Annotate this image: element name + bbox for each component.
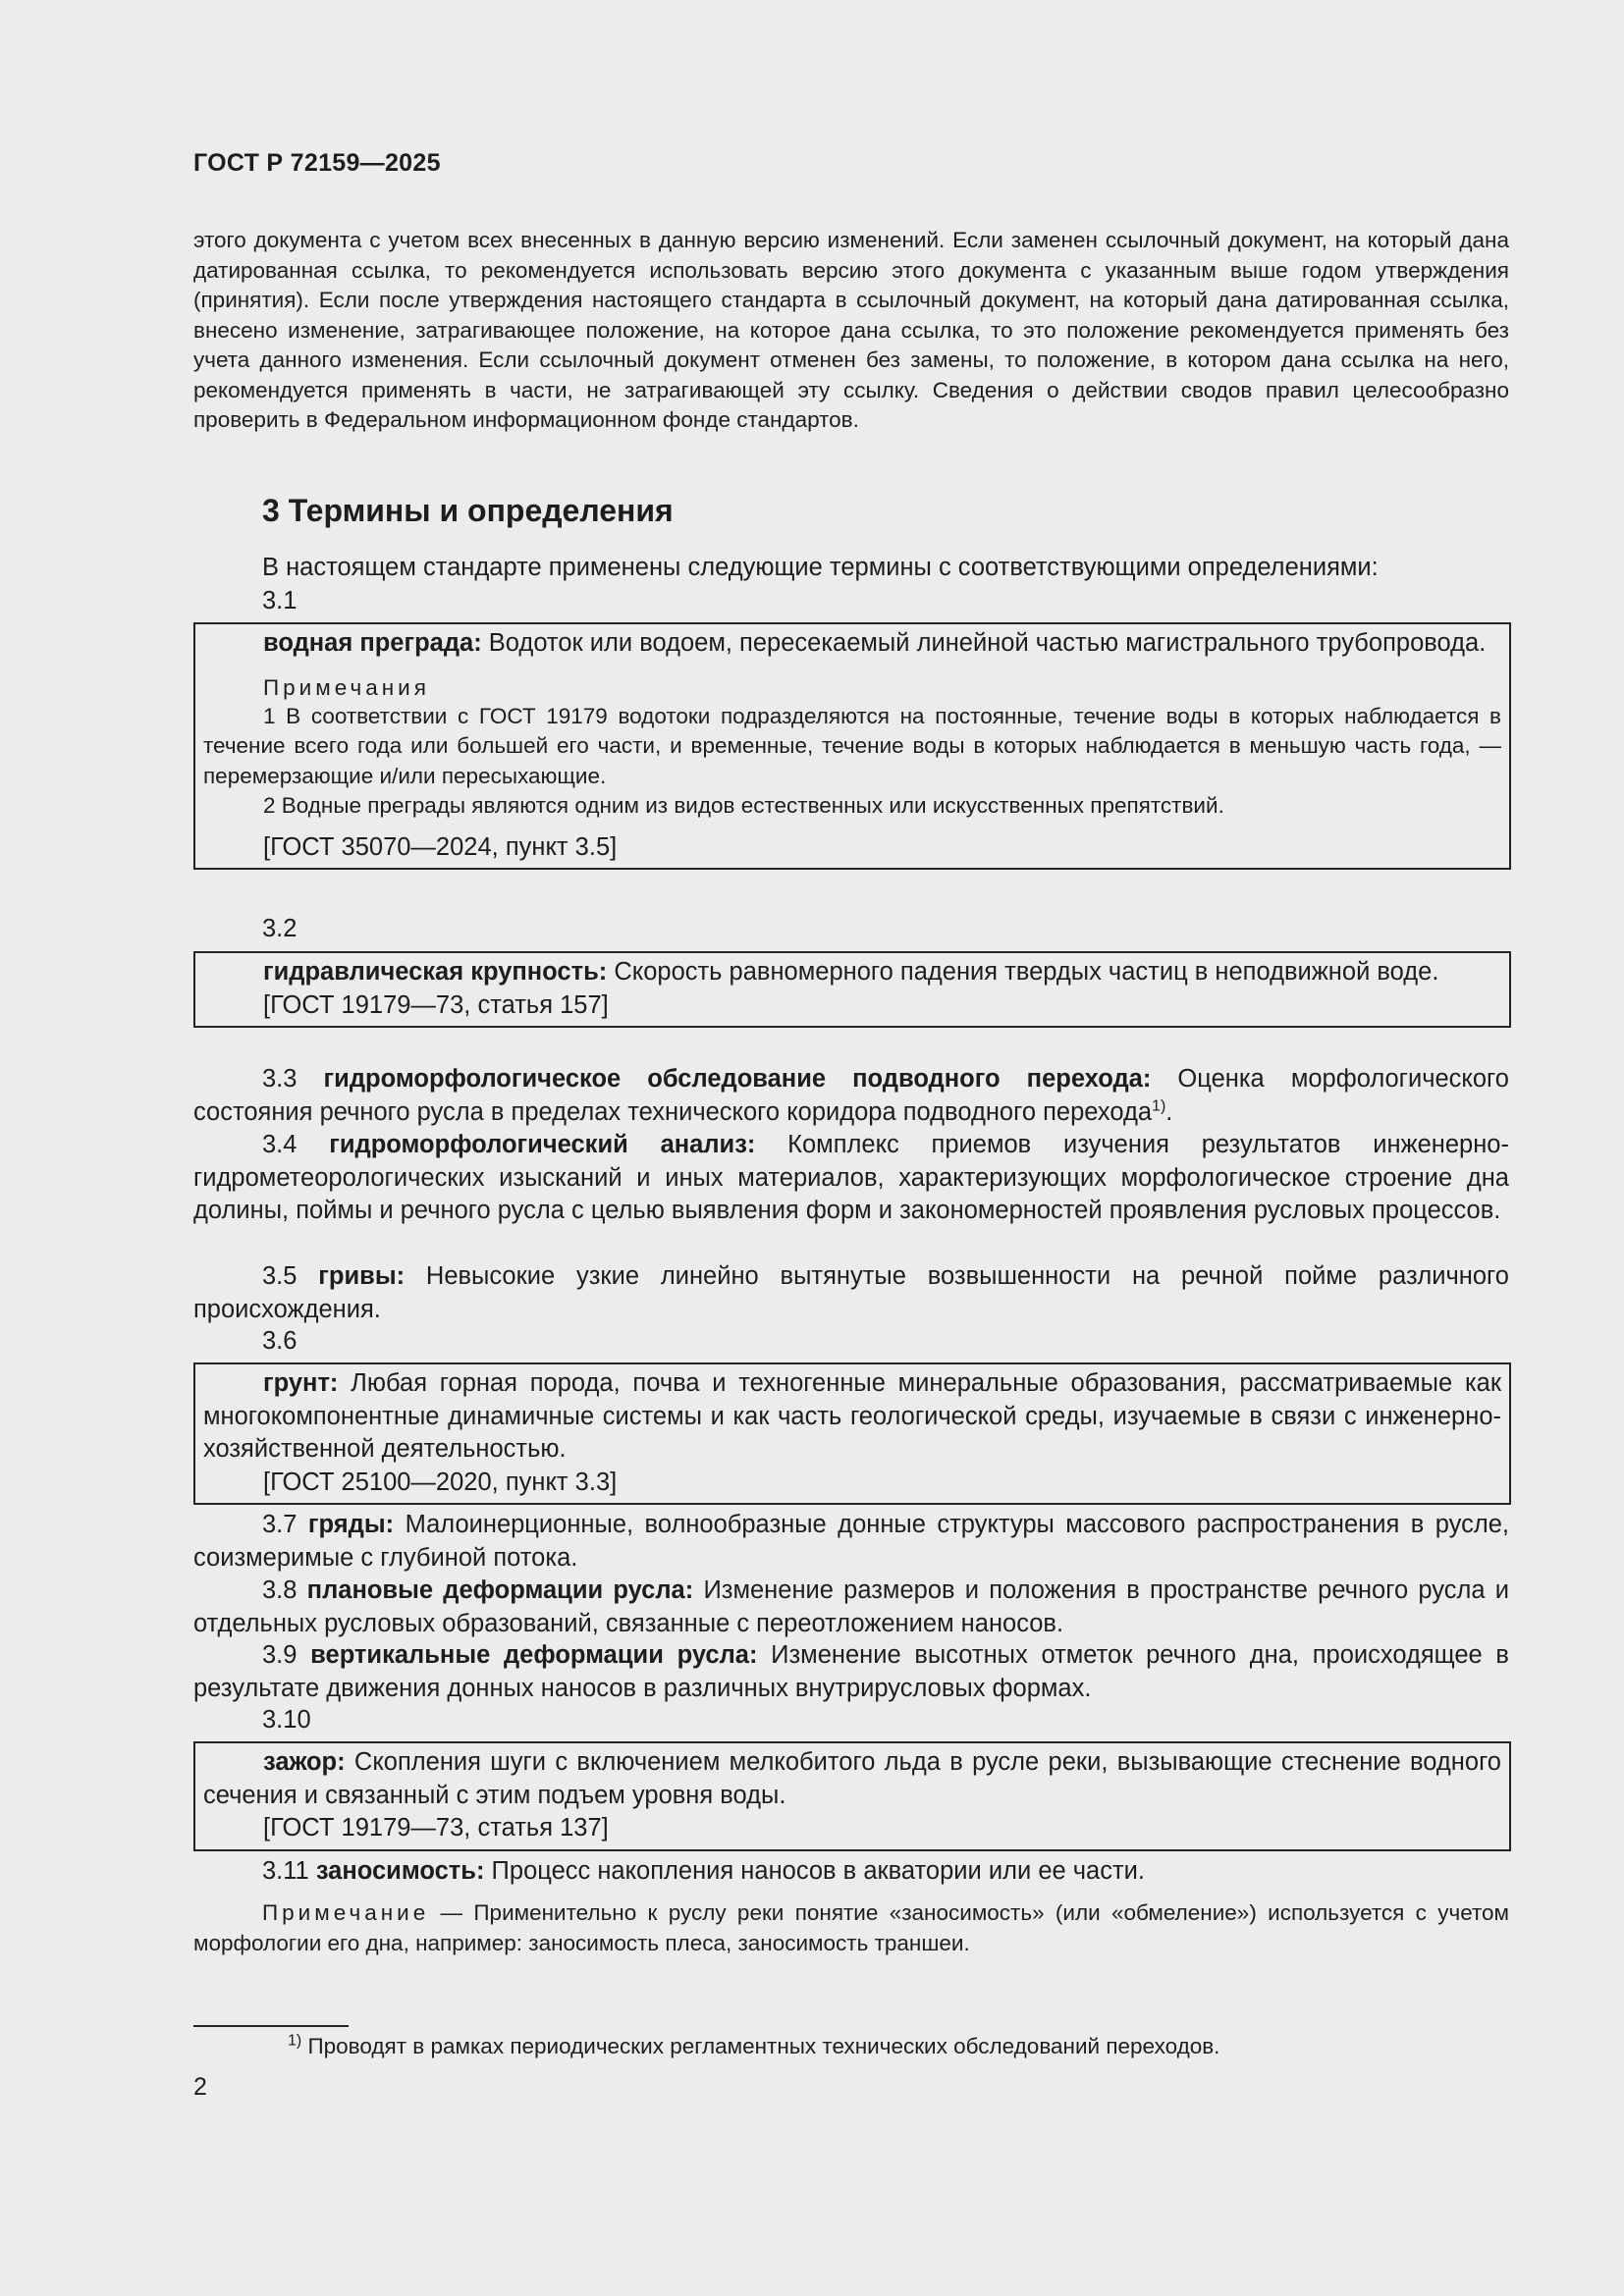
term-entry — [193, 1639, 1509, 1705]
term-number: 3.4 — [262, 1131, 330, 1158]
term-box — [193, 622, 1511, 870]
footnote-text: Проводят в рамках периодических регламентных технических обследований переходов. — [301, 2034, 1220, 2058]
term-box — [193, 1362, 1511, 1505]
note-label: Примечание — [262, 1900, 430, 1925]
footnote-mark: 1) — [1152, 1097, 1166, 1114]
page-number: 2 — [193, 2073, 207, 2101]
term-name: грунт: — [263, 1369, 339, 1397]
term-definition: Скопления шуги с включением мелкобитого льда в русле реки, вызывающие стеснение водного сечения и связанный с этим подъем уровня воды. — [203, 1748, 1501, 1809]
intro-paragraph: этого документа с учетом всех внесенных в данную версию изменений. Если заменен ссылочный документ, на который дана датированная ссылка, то рекомендуется использовать версию этого документа с указанным выше годом утверждения (принятия). Если после утверждения настоящего стандарта в ссылочный документ, на который дана датированная ссылка, внесено изменение, затрагивающее положение, на которое дана ссылка, то это положение рекомендуется применять без учета данного изменения. Если ссылочный документ отменен без замены, то положение, в котором дана ссылка на него, рекомендуется применять в части, не затрагивающей эту ссылку. Сведения о действии сводов правил целесообразно проверить в Федеральном информационном фонде стандартов. — [193, 228, 1509, 432]
term-definition: Скорость равномерного падения твердых частиц в неподвижной воде. — [607, 958, 1439, 986]
term-entry — [203, 956, 1501, 989]
term-name: гидравлическая крупность: — [263, 958, 608, 986]
term-box — [193, 1741, 1511, 1851]
term-definition: Водоток или водоем, пересекаемый линейной частью магистрального трубопровода. — [481, 629, 1487, 657]
term-name: гряды: — [307, 1511, 395, 1538]
term-entry — [203, 627, 1501, 661]
section-lead: В настоящем стандарте применены следующие термины с соответствующими определениями: — [262, 554, 1379, 581]
term-name: вертикальные деформации русла: — [310, 1641, 758, 1669]
term-entry — [193, 1063, 1509, 1129]
term-source: [ГОСТ 35070—2024, пункт 3.5] — [263, 832, 618, 861]
term-definition: Невысокие узкие линейно вытянутые возвышенности на речной пойме различного происхождения. — [193, 1262, 1509, 1323]
term-name: гривы: — [318, 1262, 406, 1290]
term-source: [ГОСТ 19179—73, статья 137] — [263, 1814, 609, 1842]
note-text: — Применительно к руслу реки понятие «заносимость» (или «обмеление») используется с учетом морфологии его дна, например: заносимость плеса, заносимость траншеи. — [193, 1900, 1509, 1955]
term-name: гидроморфологический анализ: — [329, 1131, 756, 1158]
term-number: 3.6 — [262, 1327, 298, 1355]
term-name: зажор: — [263, 1748, 346, 1776]
term-box — [193, 951, 1511, 1028]
term-entry — [193, 1855, 1509, 1889]
term-number: 3.1 — [262, 587, 298, 614]
term-number: 3.8 — [262, 1576, 307, 1604]
term-end: . — [1165, 1097, 1173, 1126]
term-definition: Изменение высотных отметок речного дна, происходящее в результате движения донных наносов в различных внутрирусловых формах. — [193, 1641, 1509, 1702]
footnote-divider — [193, 2025, 349, 2027]
term-number: 3.11 — [262, 1857, 316, 1885]
term-definition: Изменение размеров и положения в пространстве речного русла и отдельных русловых образований, связанные с переотложением наносов. — [193, 1576, 1509, 1637]
term-definition: Процесс накопления наносов в акватории или ее части. — [484, 1857, 1145, 1885]
footnote-mark: 1) — [288, 2032, 302, 2050]
term-definition: Оценка морфологического состояния речного русла в пределах технического коридора подводного перехода — [193, 1065, 1509, 1126]
term-entry — [193, 1575, 1509, 1640]
document-code-header: ГОСТ Р 72159—2025 — [193, 149, 441, 177]
note-item: 1 В соответствии с ГОСТ 19179 водотоки подразделяются на постоянные, течение воды в которых наблюдается в течение всего года или большей его части, и временные, течение воды в которых наблюдается в меньшую часть года, — перемерзающие и/или пересыхающие. — [203, 703, 1501, 788]
term-number: 3.3 — [262, 1065, 324, 1093]
term-number: 3.2 — [262, 915, 298, 942]
term-entry — [203, 1367, 1501, 1467]
note-item: 2 Водные преграды являются одним из видов естественных или искусственных препятствий. — [263, 793, 1224, 818]
term-entry — [193, 1509, 1509, 1575]
term-entry — [193, 1129, 1509, 1228]
term-name: плановые деформации русла: — [306, 1576, 694, 1604]
term-definition: Комплекс приемов изучения результатов инженерно-гидрометеорологических изысканий и иных материалов, характеризующих морфологическое строение дна долины, поймы и речного русла с целью выявления форм и закономерностей проявления русловых процессов. — [193, 1131, 1509, 1224]
term-number: 3.10 — [262, 1706, 311, 1734]
term-name: водная преграда: — [263, 629, 482, 657]
term-entry — [193, 1260, 1509, 1326]
term-name: гидроморфологическое обследование подводного перехода: — [323, 1065, 1152, 1093]
term-number: 3.7 — [262, 1511, 308, 1538]
term-definition: Любая горная порода, почва и техногенные минеральные образования, рассматриваемые как многокомпонентные динамичные системы и как часть геологической среды, изучаемые в связи с инженерно-хозяйственной деятельностью. — [203, 1369, 1501, 1463]
term-number: 3.5 — [262, 1262, 319, 1290]
term-source: [ГОСТ 25100—2020, пункт 3.3] — [263, 1468, 618, 1496]
section-title: 3 Термины и определения — [262, 493, 674, 528]
term-source: [ГОСТ 19179—73, статья 157] — [263, 990, 609, 1019]
term-name: заносимость: — [315, 1857, 485, 1885]
footnote — [288, 2032, 1219, 2061]
term-entry — [203, 1746, 1501, 1812]
notes-heading: Примечания — [263, 674, 430, 700]
final-note — [193, 1897, 1509, 1958]
term-definition: Малоинерционные, волнообразные донные структуры массового распространения в русле, соизмеримые с глубиной потока. — [193, 1511, 1509, 1572]
term-number: 3.9 — [262, 1641, 311, 1669]
